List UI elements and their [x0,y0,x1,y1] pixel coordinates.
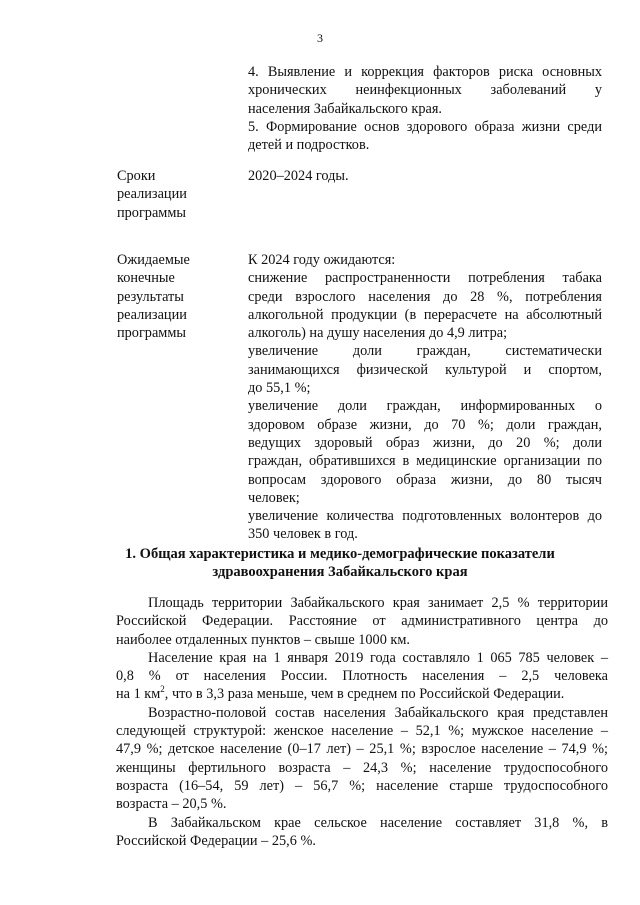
result-line: увеличение доли граждан, систематически [248,343,602,360]
results-label-line: результаты [117,288,184,305]
task-line: хронических неинфекционных заболеваний у [248,82,602,99]
result-line: до 55,1 %; [248,380,311,397]
result-line: К 2024 году ожидаются: [248,252,396,268]
timeline-value-text: 2020–2024 годы. [248,168,349,184]
result-line: алкоголь) на душу населения до 4,9 литра; [248,325,508,342]
paragraph-area [116,594,608,649]
result-line: 350 человек в год. [248,526,358,543]
section-heading-line-2: здравоохранения Забайкальского края [212,564,468,580]
density-comparison-text: , что в 3,3 раза меньше, чем в среднем по Российской Федерации. [164,686,565,703]
results-label-line: Ожидаемые [117,252,190,268]
timeline-label [117,167,227,222]
paragraph-structure [116,704,608,814]
result-line: вопросам здорового образа жизни, до 80 тысяч [248,471,602,488]
paragraph-line: Население края на 1 января 2019 года составляло 1 065 785 человек – [148,649,608,666]
section-heading-line-1: 1. Общая характеристика и медико-демографические показатели [125,546,555,562]
result-line: увеличение количества подготовленных волонтеров до [248,508,602,525]
superscript-2: 2 [160,684,165,695]
timeline-value [248,167,602,185]
paragraph-line [116,685,608,703]
paragraph-line: Российской Федерации. Расстояние от административного центра до [116,613,608,630]
paragraph-line: следующей структурой: женское население – 52,1 %; мужское население – [116,723,608,740]
result-line: здоровом образе жизни, до 70 %; доли граждан, [248,416,602,433]
results-value [248,251,602,544]
result-line: человек; [248,489,300,506]
paragraph-line: 47,9 %; детское население (0–17 лет) – 25,1 %; взрослое население – 74,9 %; [116,741,608,758]
paragraph-line: женщины фертильного возраста – 24,3 %; население трудоспособного [116,759,608,776]
result-line: занимающихся физической культурой и спортом, [248,361,602,378]
results-label-line: программы [117,325,187,342]
result-line: снижение распространенности потребления табака [248,270,602,287]
result-line: граждан, обратившихся в медицинские организации по [248,453,602,470]
timeline-label-line: программы [117,204,187,221]
task-line: 4. Выявление и коррекция факторов риска основных [248,64,602,80]
result-line: ведущих здоровый образ жизни, до 20 %; доли [248,434,602,451]
task-line: детей и подростков. [248,137,370,154]
results-label-line: конечные [117,270,175,287]
paragraph-line: возраста – 20,5 %. [116,796,227,813]
results-label [117,251,227,342]
density-unit-text: на 1 км [116,686,161,703]
tasks-list-continuation [248,63,602,154]
task-line: населения Забайкальского края. [248,100,442,117]
paragraph-line: Российской Федерации – 25,6 %. [116,832,316,849]
timeline-label-line: реализации [117,186,187,203]
body-text [116,594,608,850]
result-line: алкогольной продукции (в перерасчете на абсолютный [248,306,602,323]
paragraph-line: возраста (16–54, 59 лет) – 56,7 %; население старше трудоспособного [116,777,608,794]
results-label-line: реализации [117,306,187,323]
paragraph-line: Площадь территории Забайкальского края занимает 2,5 % территории [148,595,608,611]
paragraph-rural [116,814,608,851]
task-line: 5. Формирование основ здорового образа жизни среди [248,118,602,135]
result-line: среди взрослого населения до 28 %, потребления [248,288,602,305]
paragraph-population [116,649,608,704]
paragraph-line: В Забайкальском крае сельское население составляет 31,8 %, в [148,814,608,831]
timeline-label-line: Сроки [117,168,156,184]
page-number: 3 [317,31,323,45]
result-line: увеличение доли граждан, информированных о [248,398,602,415]
paragraph-line: 0,8 % от населения России. Плотность населения – 2,5 человека [116,668,608,685]
paragraph-line: Возрастно-половой состав населения Забайкальского края представлен [148,704,608,721]
section-heading [80,545,600,581]
paragraph-line: наиболее отдаленных пунктов – свыше 1000 км. [116,631,410,648]
